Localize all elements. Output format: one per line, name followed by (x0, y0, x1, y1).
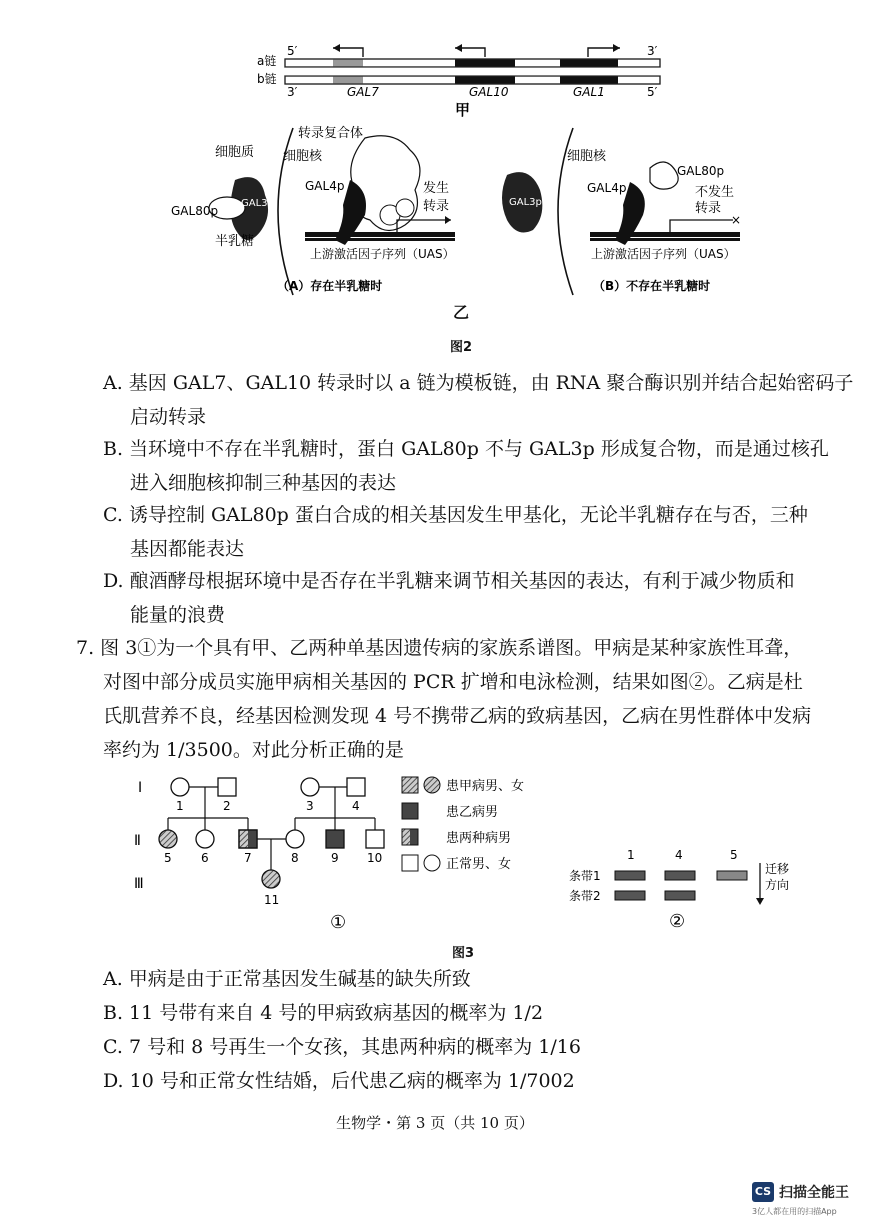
q6-option-c-line2: 基因都能表达 (130, 538, 245, 560)
gal4p-label-a: GAL4p (305, 179, 345, 193)
cytoplasm-label: 细胞质 (215, 145, 255, 160)
q6-option-d (103, 564, 795, 632)
figure2-yi-panel-a (165, 120, 495, 305)
uas-label-b: 上游激活因子序列（UAS） (591, 247, 736, 261)
legend-jia-female (424, 777, 440, 793)
nucleus-label-a: 细胞核 (283, 149, 323, 164)
scanner-watermark (752, 1180, 862, 1220)
q6-option-d-line1: D. 酿酒酵母根据环境中是否存在半乳糖来调节相关基因的表达，有利于减少物质和 (103, 570, 795, 592)
page-footer: 生物学・第 3 页（共 10 页） (336, 1114, 534, 1132)
person-7 (239, 830, 257, 848)
q6-option-c (103, 498, 808, 566)
nucleus-label-b: 细胞核 (567, 149, 607, 164)
q6-option-c-line1: C. 诱导控制 GAL80p 蛋白合成的相关基因发生甲基化，无论半乳糖存在与否，三种 (103, 504, 808, 526)
legend-both-label: 患两种病男 (446, 831, 512, 846)
a-chain-3-prime: 3′ (647, 44, 658, 58)
person-8 (286, 830, 304, 848)
b-chain-label: b链 (257, 72, 277, 86)
galactose-label: 半乳糖 (215, 234, 255, 249)
legend-yi-male (402, 803, 418, 819)
q7-stem (76, 631, 836, 767)
legend-normal-female (424, 855, 440, 871)
migration-label-line2: 方向 (765, 878, 790, 892)
q6-option-d-line2: 能量的浪费 (130, 604, 226, 626)
band-1-label: 条带1 (569, 869, 601, 883)
id-9: 9 (331, 851, 339, 865)
band-lane4-b2 (665, 891, 695, 900)
caption-a: （A）存在半乳糖时 (277, 279, 383, 293)
scanner-logo-icon: CS (752, 1182, 774, 1202)
q7-option-d: D. 10 号和正常女性结婚，后代患乙病的概率为 1/7002 (103, 1070, 575, 1092)
gal80p-blob-b (650, 162, 678, 189)
gen-label-1: Ⅰ (138, 780, 143, 796)
b-chain-5-prime: 5′ (647, 85, 658, 99)
pedigree-chart (130, 770, 550, 935)
a-chain-label: a链 (257, 54, 277, 68)
q6-option-a-line1: A. 基因 GAL7、GAL10 转录时以 a 链为模板链，由 RNA 聚合酶识别并结合起始密码子 (103, 372, 854, 394)
legend-normal-label: 正常男、女 (446, 857, 512, 872)
legend-jia-male (402, 777, 418, 793)
figure-yi-label: 乙 (453, 303, 470, 322)
person-10 (366, 830, 384, 848)
q7-line-3: 氏肌营养不良，经基因检测发现 4 号不携带乙病的致病基因，乙病在男性群体中发病 (103, 705, 812, 727)
gal4p-label-b: GAL4p (587, 181, 627, 195)
migration-label-line1: 迁移 (765, 862, 790, 876)
q7-line-4: 率约为 1/3500。对此分析正确的是 (103, 739, 404, 761)
gal80p-label-b: GAL80p (677, 164, 725, 178)
gene-gal1-label: GAL1 (573, 85, 605, 99)
q7-line-1: 7. 图 3①为一个具有甲、乙两种单基因遗传病的家族系谱图。甲病是某种家族性耳聋， (76, 637, 803, 659)
band-lane1-b1 (615, 871, 645, 880)
figure2-yi-panel-b (495, 120, 795, 305)
transcribe-label-line2: 转录 (423, 199, 450, 214)
a-chain-5-prime: 5′ (287, 44, 298, 58)
legend-normal-male (402, 855, 418, 871)
scanner-name: 扫描全能王 (779, 1185, 849, 1201)
gal3p-label-a: GAL3p (241, 198, 274, 209)
gal80p-label-a: GAL80p (171, 204, 219, 218)
id-1: 1 (176, 799, 184, 813)
id-6: 6 (201, 851, 209, 865)
id-8: 8 (291, 851, 299, 865)
q6-option-b (103, 432, 829, 500)
person-6 (196, 830, 214, 848)
q6-option-a-line2: 启动转录 (130, 406, 207, 428)
lane-5-label: 5 (730, 848, 738, 862)
no-transcribe-line2: 转录 (695, 201, 722, 216)
q7-line-2: 对图中部分成员实施甲病相关基因的 PCR 扩增和电泳检测，结果如图②。乙病是杜 (103, 671, 803, 693)
id-2: 2 (223, 799, 231, 813)
gen-label-2: Ⅱ (134, 833, 141, 849)
band-lane1-b2 (615, 891, 645, 900)
uas-label-a: 上游激活因子序列（UAS） (310, 247, 455, 261)
id-11: 11 (264, 893, 280, 907)
band-2-label: 条带2 (569, 889, 601, 903)
gel-marker: ② (669, 911, 686, 932)
q6-option-b-line2: 进入细胞核抑制三种基因的表达 (130, 472, 397, 494)
gel-electrophoresis (565, 845, 805, 935)
gal3p-label-b: GAL3p (509, 197, 542, 208)
pedigree-marker: ① (330, 912, 347, 933)
lane-1-label: 1 (627, 848, 635, 862)
complex-label: 转录复合体 (298, 126, 364, 141)
transcribe-label-line1: 发生 (423, 181, 450, 196)
caption-b: （B）不存在半乳糖时 (593, 279, 711, 293)
q7-option-c: C. 7 号和 8 号再生一个女孩，其患两种病的概率为 1/16 (103, 1036, 581, 1058)
gen-label-3: Ⅲ (134, 876, 144, 892)
person-11 (262, 870, 280, 888)
person-5 (159, 830, 177, 848)
figure2-jia-dna (255, 38, 675, 118)
figure-jia-label: 甲 (455, 101, 471, 118)
person-3 (301, 778, 319, 796)
person-1 (171, 778, 189, 796)
id-5: 5 (164, 851, 172, 865)
lane-4-label: 4 (675, 848, 683, 862)
band-lane4-b1 (665, 871, 695, 880)
q7-option-a: A. 甲病是由于正常基因发生碱基的缺失所致 (103, 968, 471, 990)
q6-option-a (103, 366, 853, 434)
figure3-caption: 图3 (452, 946, 475, 961)
gene-gal10-label: GAL10 (469, 85, 509, 99)
no-transcribe-line1: 不发生 (695, 185, 735, 200)
id-10: 10 (367, 851, 383, 865)
scanner-tagline: 3亿人都在用的扫描App (752, 1207, 837, 1216)
blocked-mark: × (731, 213, 742, 227)
legend-jia-label: 患甲病男、女 (446, 779, 525, 794)
id-4: 4 (352, 799, 360, 813)
q7-option-b: B. 11 号带有来自 4 号的甲病致病基因的概率为 1/2 (103, 1002, 544, 1024)
person-4 (347, 778, 365, 796)
band-lane5-b1 (717, 871, 747, 880)
b-chain-3-prime: 3′ (287, 85, 298, 99)
figure2-caption: 图2 (450, 340, 473, 355)
legend-both-male (402, 829, 418, 845)
id-3: 3 (306, 799, 314, 813)
person-9 (326, 830, 344, 848)
id-7: 7 (244, 851, 252, 865)
legend-yi-label: 患乙病男 (446, 805, 499, 820)
gene-gal7-label: GAL7 (347, 85, 379, 99)
person-2 (218, 778, 236, 796)
q6-option-b-line1: B. 当环境中不存在半乳糖时，蛋白 GAL80p 不与 GAL3p 形成复合物，而是通过核孔 (103, 438, 829, 460)
